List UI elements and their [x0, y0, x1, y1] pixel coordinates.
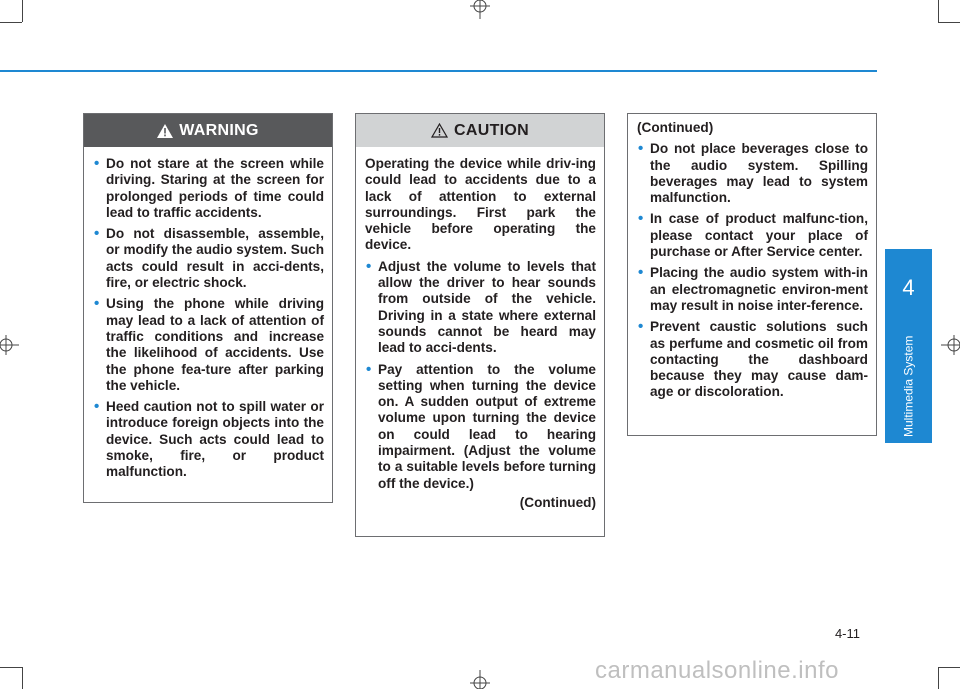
page-number: 4-11 — [834, 626, 860, 641]
bullet-icon: • — [638, 140, 644, 158]
chapter-label: Multimedia System — [901, 335, 916, 437]
caution-title: CAUTION — [454, 121, 529, 139]
registration-mark-bottom — [467, 669, 493, 689]
caution-header — [356, 114, 604, 147]
bullet-icon: • — [638, 318, 644, 336]
watermark: carmanualsonline.info — [595, 657, 839, 684]
bullet-icon: • — [94, 295, 100, 313]
continued-heading: (Continued) — [637, 120, 714, 135]
bullet-icon: • — [94, 155, 100, 172]
registration-mark-right — [940, 332, 960, 358]
caution-triangle-icon — [431, 123, 448, 138]
list-item: • Heed caution not to spill water or introduce foreign objects into the device. Such acts could lead to smoke, fire, or product malfunction. — [94, 398, 324, 480]
warning-box — [83, 113, 333, 503]
crop-mark — [22, 0, 23, 22]
list-item: • Do not disassemble, assemble, or modify the audio system. Such acts could result in acci-dents, fire, or electric shock. — [94, 225, 324, 291]
crop-mark — [938, 667, 960, 668]
crop-mark — [0, 667, 22, 668]
list-item: • Adjust the volume to levels that allow the driver to hear sounds from outside of the vehicle. Driving in a state where external sounds cannot be heard may lead to acci-dents. — [366, 257, 596, 356]
list-item: • Placing the audio system with-in an electromagnetic environ-ment may result in noise inter-ference. — [638, 264, 868, 313]
crop-mark — [938, 0, 939, 22]
chapter-number: 4 — [902, 275, 915, 300]
caution-content — [356, 147, 604, 511]
header-rule — [0, 70, 877, 72]
registration-mark-top — [467, 0, 493, 20]
list-item: • Prevent caustic solutions such as perfume and cosmetic oil from contacting the dashboard because they may cause dam-age or discoloration. — [638, 318, 868, 400]
crop-mark — [0, 22, 22, 23]
bullet-icon: • — [366, 360, 372, 378]
list-item: • Using the phone while driving may lead to a lack of attention of traffic conditions and increase the likelihood of accidents. Use the phone fea-ture after parking the vehicle. — [94, 295, 324, 393]
continued-content — [628, 114, 876, 401]
caution-intro: Operating the device while driv-ing could lead to accidents due to a lack of attention to external surroundings. First park the vehicle before operating the device. — [365, 156, 596, 253]
continued-box — [627, 113, 877, 436]
crop-mark — [938, 22, 960, 23]
list-item: • Do not stare at the screen while driving. Staring at the screen for prolonged periods of time could lead to traffic accidents. — [94, 155, 324, 220]
list-item: • In case of product malfunc-tion, please contact your place of purchase or After Service center. — [638, 210, 868, 260]
warning-title: WARNING — [179, 121, 259, 139]
crop-mark — [938, 667, 939, 689]
bullet-icon: • — [638, 210, 644, 228]
bullet-icon: • — [638, 264, 644, 282]
caution-box — [355, 113, 605, 537]
crop-mark — [22, 667, 23, 689]
list-item: • Pay attention to the volume setting when turning the device on. A sudden output of extreme volume upon turning the device on could lead to hearing impairment. (Adjust the volume to a suitable levels before turning off the device.) — [366, 360, 596, 491]
list-item: • Do not place beverages close to the audio system. Spilling beverages may lead to system malfunction. — [638, 140, 868, 206]
continued-label: (Continued) — [519, 494, 596, 510]
warning-header — [84, 114, 332, 147]
warning-triangle-icon — [157, 124, 173, 138]
bullet-icon: • — [366, 257, 372, 275]
bullet-icon: • — [94, 398, 100, 416]
registration-mark-left — [0, 332, 20, 358]
chapter-tab — [885, 249, 932, 443]
warning-content — [84, 147, 332, 481]
bullet-icon: • — [94, 225, 100, 243]
